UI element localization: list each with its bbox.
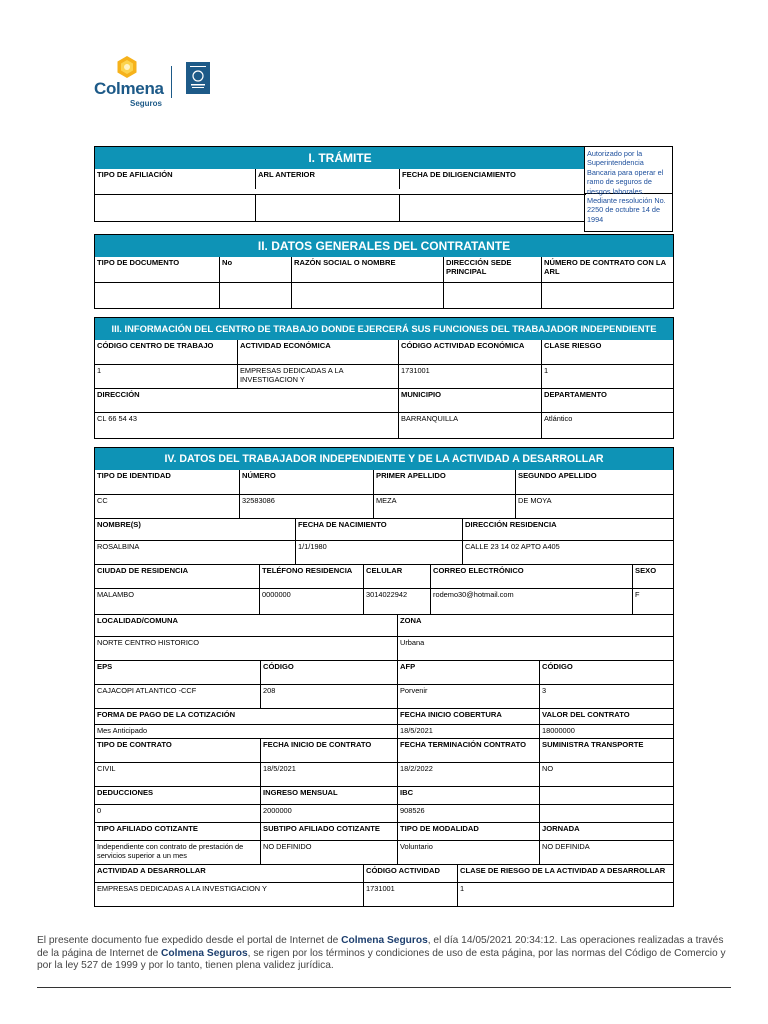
header-codigo-afp: CÓDIGO <box>539 660 673 684</box>
header-fecha-inicio-cobertura: FECHA INICIO COBERTURA <box>397 708 539 724</box>
header-primer-apellido: PRIMER APELLIDO <box>373 470 515 494</box>
header-subtipo-afiliado: SUBTIPO AFILIADO COTIZANTE <box>260 822 397 840</box>
header-departamento: DEPARTAMENTO <box>541 388 673 412</box>
footer-disclaimer <box>37 935 737 973</box>
footer-text-3: , se rigen por los términos y condiciones de uso de esta página, por las normas del Código de Comercio y por la ley 527 de 1999 y por lo tanto, tienen plena validez jurídica. <box>37 947 726 972</box>
header-jornada: JORNADA <box>539 822 673 840</box>
header-razon-social: RAZÓN SOCIAL O NOMBRE <box>291 257 443 282</box>
value-deducciones: 0 <box>95 804 260 822</box>
header-sexo: SEXO <box>632 564 673 588</box>
section-contratante-title: II. DATOS GENERALES DEL CONTRATANTE <box>95 235 673 257</box>
section-tramite <box>94 146 585 222</box>
header-fecha-terminacion: FECHA TERMINACIÓN CONTRATO <box>397 738 539 762</box>
header-clase-riesgo: CLASE RIESGO <box>541 340 673 364</box>
value-fecha-diligenciamiento <box>399 194 586 221</box>
value-tipo-contrato: CIVIL <box>95 762 260 786</box>
header-zona: ZONA <box>397 614 673 636</box>
header-forma-pago: FORMA DE PAGO DE LA COTIZACIÓN <box>95 708 397 724</box>
value-codigo-actividad-economica: 1731001 <box>398 364 541 388</box>
header-segundo-apellido: SEGUNDO APELLIDO <box>515 470 673 494</box>
value-empty <box>539 804 673 822</box>
logo-divider <box>171 66 172 98</box>
value-arl-anterior <box>255 194 399 221</box>
value-tipo-modalidad: Voluntario <box>397 840 539 864</box>
value-telefono-residencia: 0000000 <box>259 588 363 614</box>
header-direccion-residencia: DIRECCIÓN RESIDENCIA <box>462 518 673 540</box>
header-valor-contrato: VALOR DEL CONTRATO <box>539 708 673 724</box>
value-direccion: CL 66 54 43 <box>95 412 398 438</box>
value-tipo-identidad: CC <box>95 494 239 518</box>
logo-sub: Seguros <box>130 99 163 108</box>
footer-divider <box>37 987 731 988</box>
section-trabajador <box>94 447 674 907</box>
value-eps: CAJACOPI ATLANTICO -CCF <box>95 684 260 708</box>
header-localidad: LOCALIDAD/COMUNA <box>95 614 397 636</box>
value-valor-contrato: 18000000 <box>539 724 673 738</box>
value-codigo-actividad: 1731001 <box>363 882 457 906</box>
footer-brand-1: Colmena Seguros <box>341 935 428 946</box>
section-contratante <box>94 234 674 309</box>
header-celular: CELULAR <box>363 564 430 588</box>
value-razon-social <box>291 282 443 308</box>
header-empty <box>539 786 673 804</box>
footer-brand-2: Colmena Seguros <box>161 947 248 959</box>
header-tipo-modalidad: TIPO DE MODALIDAD <box>397 822 539 840</box>
header-ciudad-residencia: CIUDAD DE RESIDENCIA <box>95 564 259 588</box>
section-tramite-title: I. TRÁMITE <box>95 147 585 169</box>
value-zona: Urbana <box>397 636 673 660</box>
header-fecha-nacimiento: FECHA DE NACIMIENTO <box>295 518 462 540</box>
header-fecha-inicio-contrato: FECHA INICIO DE CONTRATO <box>260 738 397 762</box>
header-codigo-eps: CÓDIGO <box>260 660 397 684</box>
value-celular: 3014022942 <box>363 588 430 614</box>
value-fecha-nacimiento: 1/1/1980 <box>295 540 462 564</box>
header-deducciones: DEDUCCIONES <box>95 786 260 804</box>
header-correo: CORREO ELECTRÓNICO <box>430 564 632 588</box>
footer-text-2: , el día 14/05/2021 20:34:12. Las operaciones realizadas a través de la página de Internet de <box>37 935 724 959</box>
value-direccion-sede <box>443 282 541 308</box>
header-afp: AFP <box>397 660 539 684</box>
header-direccion-sede: DIRECCIÓN SEDE PRINCIPAL <box>443 257 541 282</box>
authorization-resolution: Mediante resolución No. 2250 de octubre 14 de 1994 <box>587 196 666 224</box>
value-actividad-economica: EMPRESAS DEDICADAS A LA INVESTIGACION Y <box>237 364 398 388</box>
value-clase-riesgo: 1 <box>541 364 673 388</box>
section-centro-trabajo <box>94 317 674 439</box>
header-tipo-documento: TIPO DE DOCUMENTO <box>97 258 180 267</box>
value-numero-contrato <box>541 282 673 308</box>
header-municipio: MUNICIPIO <box>398 388 541 412</box>
value-numero: 32583086 <box>239 494 373 518</box>
header-nombres: NOMBRE(S) <box>95 518 295 540</box>
header-actividad-economica: ACTIVIDAD ECONÓMICA <box>237 340 398 364</box>
header-numero-contrato: NÚMERO DE CONTRATO CON LA ARL <box>541 257 673 282</box>
value-nombres: ROSALBINA <box>95 540 295 564</box>
header-numero: NÚMERO <box>239 470 373 494</box>
value-subtipo-afiliado: NO DEFINIDO <box>260 840 397 864</box>
header-tipo-contrato: TIPO DE CONTRATO <box>95 738 260 762</box>
value-clase-riesgo-actividad: 1 <box>457 882 673 906</box>
value-ibc: 908526 <box>397 804 539 822</box>
value-fecha-inicio-cobertura: 18/5/2021 <box>397 724 539 738</box>
header-arl-anterior: ARL ANTERIOR <box>255 169 399 189</box>
header-actividad-desarrollar: ACTIVIDAD A DESARROLLAR <box>95 864 363 882</box>
value-fecha-inicio-contrato: 18/5/2021 <box>260 762 397 786</box>
value-correo: rodemo30@hotmail.com <box>430 588 632 614</box>
value-sexo: F <box>632 588 673 614</box>
value-municipio: BARRANQUILLA <box>398 412 541 438</box>
sun-hexagon-icon <box>116 56 138 78</box>
header-clase-riesgo-actividad: CLASE DE RIESGO DE LA ACTIVIDAD A DESARROLLAR <box>457 864 673 882</box>
value-fecha-terminacion: 18/2/2022 <box>397 762 539 786</box>
header-ingreso-mensual: INGRESO MENSUAL <box>260 786 397 804</box>
value-tipo-afiliado: Independiente con contrato de prestación de servicios superior a un mes <box>95 840 260 864</box>
header-tipo-afiliacion: TIPO DE AFILIACIÓN <box>97 170 173 179</box>
value-ingreso-mensual: 2000000 <box>260 804 397 822</box>
colmena-logo <box>94 52 214 122</box>
value-segundo-apellido: DE MOYA <box>515 494 673 518</box>
value-direccion-residencia: CALLE 23 14 02 APTO A405 <box>462 540 673 564</box>
logo-name: Colmena <box>94 79 164 98</box>
value-jornada: NO DEFINIDA <box>539 840 673 864</box>
header-eps: EPS <box>95 660 260 684</box>
authorization-box <box>584 146 673 232</box>
header-codigo-actividad: CÓDIGO ACTIVIDAD <box>363 864 457 882</box>
foundation-badge-icon <box>186 62 210 94</box>
header-fecha-diligenciamiento: FECHA DE DILIGENCIAMIENTO <box>399 169 586 189</box>
value-tipo-documento <box>95 282 219 308</box>
footer-text-1: El presente documento fue expedido desde el portal de Internet de <box>37 935 342 946</box>
header-no: No <box>219 257 291 282</box>
header-suministra-transporte: SUMINISTRA TRANSPORTE <box>539 738 673 762</box>
header-telefono-residencia: TELÉFONO RESIDENCIA <box>259 564 363 588</box>
header-tipo-identidad: TIPO DE IDENTIDAD <box>97 471 171 480</box>
value-actividad-desarrollar: EMPRESAS DEDICADAS A LA INVESTIGACION Y <box>95 882 363 906</box>
value-codigo-centro: 1 <box>95 364 237 388</box>
section-trabajador-title: IV. DATOS DEL TRABAJADOR INDEPENDIENTE Y DE LA ACTIVIDAD A DESARROLLAR <box>95 448 673 470</box>
header-tipo-afiliado: TIPO AFILIADO COTIZANTE <box>95 822 260 840</box>
value-tipo-afiliacion <box>95 194 255 221</box>
authorization-text: Autorizado por la Superintendencia Bancaria para operar el ramo de seguros de riesgos laborales. <box>585 147 672 194</box>
header-codigo-centro: CÓDIGO CENTRO DE TRABAJO <box>97 341 214 350</box>
value-ciudad-residencia: MALAMBO <box>95 588 259 614</box>
value-afp: Porvenir <box>397 684 539 708</box>
value-departamento: Atlántico <box>541 412 673 438</box>
value-localidad: NORTE CENTRO HISTORICO <box>95 636 397 660</box>
section-centro-trabajo-title: III. INFORMACIÓN DEL CENTRO DE TRABAJO DONDE EJERCERÁ SUS FUNCIONES DEL TRABAJADOR INDEPENDIENTE <box>95 318 673 340</box>
header-ibc: IBC <box>397 786 539 804</box>
value-codigo-afp: 3 <box>539 684 673 708</box>
value-suministra-transporte: NO <box>539 762 673 786</box>
value-codigo-eps: 208 <box>260 684 397 708</box>
value-primer-apellido: MEZA <box>373 494 515 518</box>
header-direccion: DIRECCIÓN <box>95 388 398 412</box>
value-no <box>219 282 291 308</box>
header-codigo-actividad-economica: CÓDIGO ACTIVIDAD ECONÓMICA <box>398 340 541 364</box>
value-forma-pago: Mes Anticipado <box>95 724 397 738</box>
